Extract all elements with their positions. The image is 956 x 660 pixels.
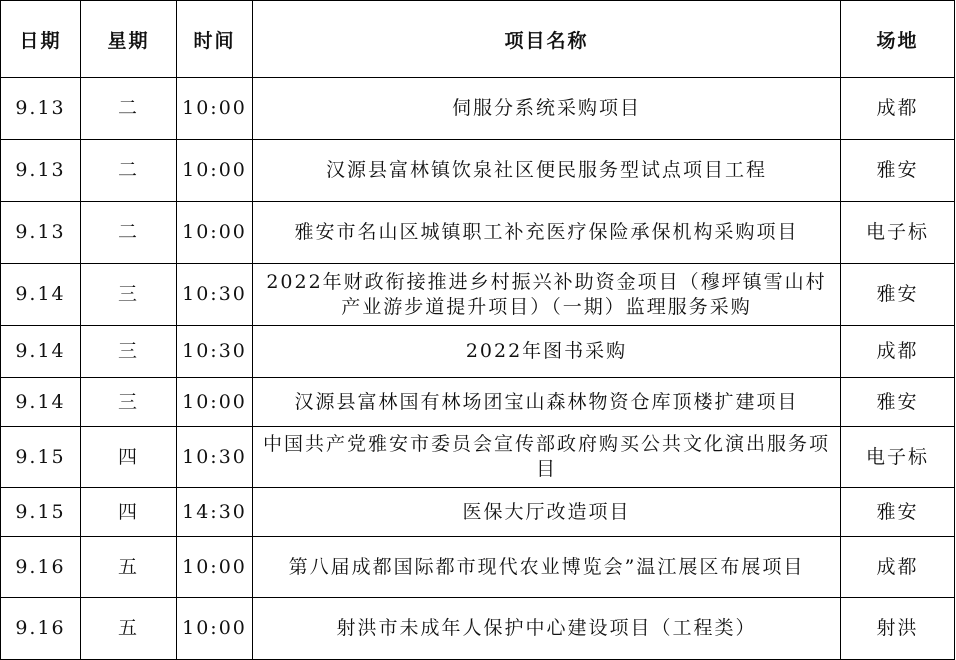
table-row [1, 326, 955, 378]
cell-venue: 雅安 [841, 488, 955, 537]
cell-weekday: 五 [81, 598, 177, 660]
table-row [1, 140, 955, 202]
cell-time: 10:00 [177, 202, 253, 264]
table-row [1, 264, 955, 326]
cell-venue: 雅安 [841, 140, 955, 202]
header-weekday: 星期 [81, 1, 177, 78]
cell-date: 9.14 [1, 326, 81, 378]
header-project-name: 项目名称 [253, 1, 841, 78]
table-header-row [1, 1, 955, 78]
cell-weekday: 三 [81, 326, 177, 378]
cell-project-name: 中国共产党雅安市委员会宣传部政府购买公共文化演出服务项目 [253, 427, 841, 488]
cell-weekday: 二 [81, 202, 177, 264]
cell-project-name: 医保大厅改造项目 [253, 488, 841, 537]
cell-date: 9.15 [1, 488, 81, 537]
cell-time: 10:30 [177, 326, 253, 378]
header-date: 日期 [1, 1, 81, 78]
cell-time: 10:00 [177, 78, 253, 140]
cell-date: 9.13 [1, 78, 81, 140]
cell-date: 9.14 [1, 264, 81, 326]
cell-weekday: 五 [81, 537, 177, 598]
table-row [1, 488, 955, 537]
cell-time: 10:00 [177, 537, 253, 598]
header-time: 时间 [177, 1, 253, 78]
cell-project-name: 伺服分系统采购项目 [253, 78, 841, 140]
cell-project-name: 第八届成都国际都市现代农业博览会”温江展区布展项目 [253, 537, 841, 598]
cell-time: 10:00 [177, 140, 253, 202]
cell-time: 10:00 [177, 378, 253, 427]
cell-weekday: 二 [81, 140, 177, 202]
cell-weekday: 四 [81, 427, 177, 488]
cell-project-name: 2022年财政衔接推进乡村振兴补助资金项目（穆坪镇雪山村产业游步道提升项目）（一期）监理服务采购 [253, 264, 841, 326]
cell-venue: 电子标 [841, 202, 955, 264]
cell-weekday: 三 [81, 378, 177, 427]
cell-weekday: 三 [81, 264, 177, 326]
cell-project-name: 雅安市名山区城镇职工补充医疗保险承保机构采购项目 [253, 202, 841, 264]
cell-venue: 雅安 [841, 264, 955, 326]
cell-time: 10:00 [177, 598, 253, 660]
table-row [1, 537, 955, 598]
cell-project-name: 射洪市未成年人保护中心建设项目（工程类） [253, 598, 841, 660]
cell-project-name: 汉源县富林镇饮泉社区便民服务型试点项目工程 [253, 140, 841, 202]
cell-venue: 雅安 [841, 378, 955, 427]
cell-date: 9.16 [1, 537, 81, 598]
cell-time: 10:30 [177, 264, 253, 326]
cell-weekday: 四 [81, 488, 177, 537]
table-row [1, 598, 955, 660]
table-row [1, 378, 955, 427]
cell-date: 9.14 [1, 378, 81, 427]
cell-project-name: 汉源县富林国有林场团宝山森林物资仓库顶楼扩建项目 [253, 378, 841, 427]
cell-time: 14:30 [177, 488, 253, 537]
cell-time: 10:30 [177, 427, 253, 488]
cell-date: 9.13 [1, 140, 81, 202]
table-row [1, 202, 955, 264]
cell-venue: 电子标 [841, 427, 955, 488]
cell-venue: 成都 [841, 537, 955, 598]
cell-project-name: 2022年图书采购 [253, 326, 841, 378]
table-row [1, 78, 955, 140]
cell-venue: 成都 [841, 78, 955, 140]
header-venue: 场地 [841, 1, 955, 78]
cell-date: 9.16 [1, 598, 81, 660]
table-row [1, 427, 955, 488]
cell-venue: 成都 [841, 326, 955, 378]
cell-date: 9.15 [1, 427, 81, 488]
cell-weekday: 二 [81, 78, 177, 140]
cell-date: 9.13 [1, 202, 81, 264]
cell-venue: 射洪 [841, 598, 955, 660]
